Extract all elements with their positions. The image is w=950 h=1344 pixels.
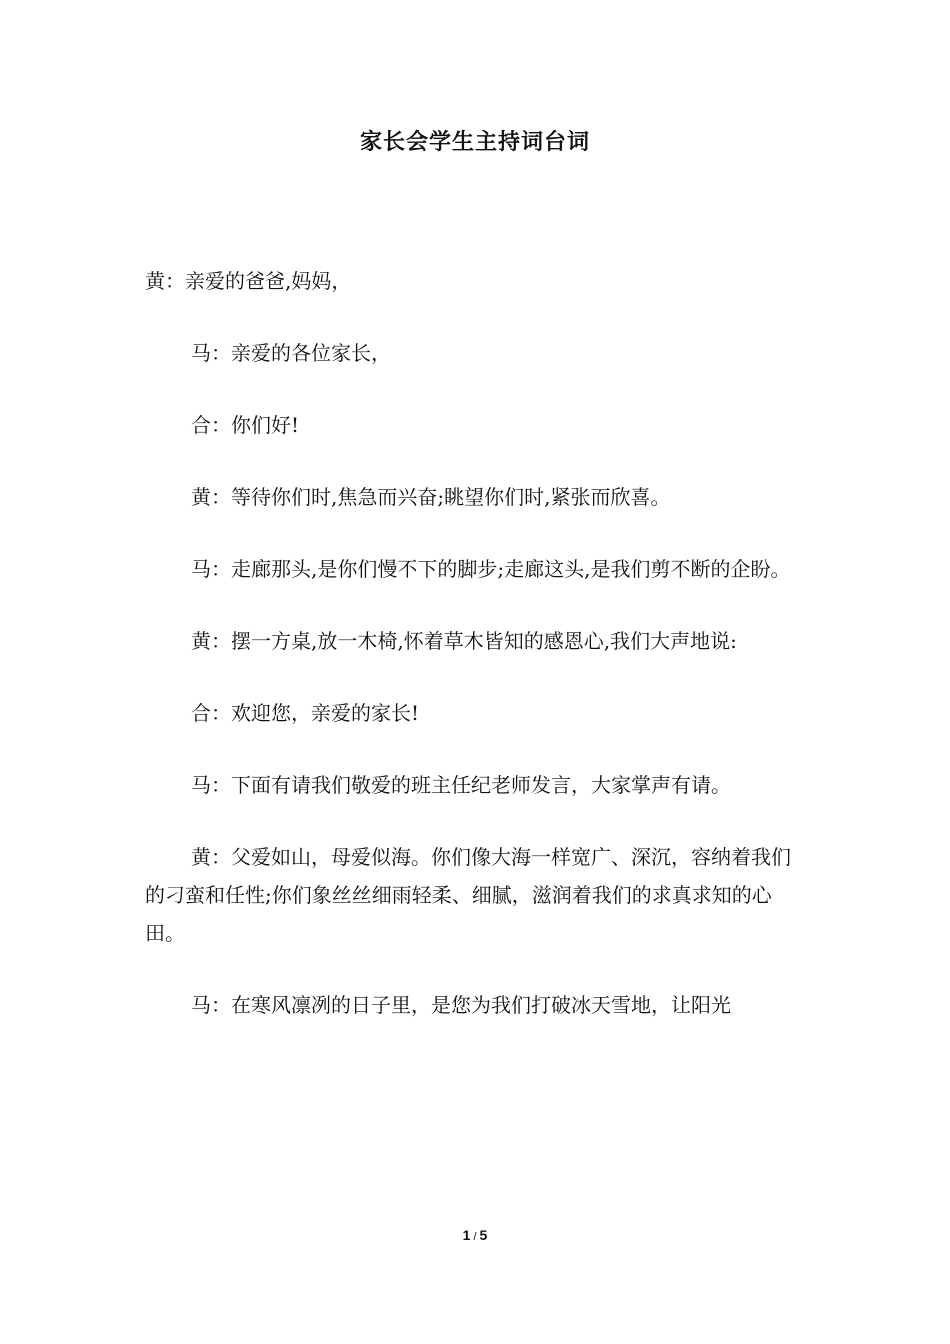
paragraph: 合：你们好! — [191, 413, 300, 437]
paragraph: 黄：摆一方桌,放一木椅,怀着草木皆知的感恩心,我们大声地说: — [191, 629, 737, 653]
paragraph: 合：欢迎您，亲爱的家长! — [191, 701, 420, 725]
paragraph: 黄：亲爱的爸爸,妈妈， — [145, 269, 352, 293]
document-title: 家长会学生主持词台词 — [359, 129, 590, 155]
paragraph: 马：走廊那头,是你们慢不下的脚步;走廊这头,是我们剪不断的企盼。 — [191, 557, 791, 581]
paragraph: 黄：等待你们时,焦急而兴奋;眺望你们时,紧张而欣喜。 — [191, 485, 671, 509]
paragraph: 马：亲爱的各位家长， — [191, 341, 391, 365]
document-body — [145, 262, 810, 1058]
paragraph: 马：下面有请我们敬爱的班主任纪老师发言，大家掌声有请。 — [191, 773, 731, 797]
current-page-number: 1 — [462, 1227, 471, 1243]
total-pages-number: 5 — [479, 1227, 488, 1243]
paragraph: 马：在寒风凛冽的日子里，是您为我们打破冰天雪地，让阳光 — [191, 993, 731, 1017]
page-number — [0, 1225, 950, 1247]
paragraph: 黄：父爱如山，母爱似海。你们像大海一样宽广、深沉，容纳着我们的刁蛮和任性;你们象丝丝细雨轻柔、细腻，滋润着我们的求真求知的心田。 — [145, 845, 791, 945]
page-separator: / — [473, 1231, 477, 1243]
